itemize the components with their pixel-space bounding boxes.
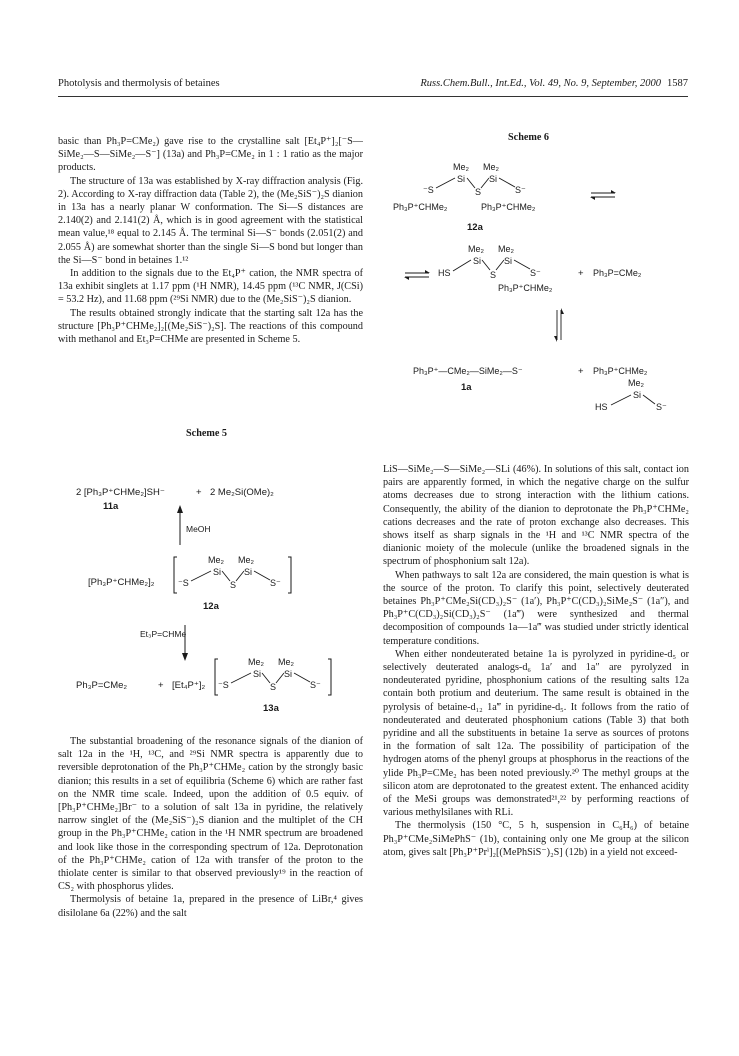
right-column-text: [383, 463, 689, 859]
svg-text:S⁻: S⁻: [515, 185, 526, 195]
svg-text:Me₂: Me₂: [628, 378, 644, 388]
scheme5-label-12a: 12a: [203, 601, 219, 612]
svg-text:Me₂: Me₂: [468, 244, 484, 254]
header-rule: [58, 96, 688, 97]
scheme5-arrowhead-down: [182, 653, 188, 661]
scheme5-s-term-a: ⁻S: [178, 578, 189, 588]
scheme5-me2-b: Me₂: [238, 555, 254, 565]
svg-text:Si: Si: [489, 174, 498, 184]
scheme6-cation-a: Ph₃P⁺CHMe₂: [393, 202, 448, 212]
scheme5-product-ylide: Ph₃P=CMe₂: [76, 680, 128, 691]
svg-text:Ph₃P⁺CHMe₂: Ph₃P⁺CHMe₂: [593, 366, 648, 376]
paragraph: Thermolysis of betaine 1a, prepared in the presence of LiBr,⁴ gives disilolane 6a (22%) and the salt: [58, 894, 363, 919]
svg-text:S⁻: S⁻: [310, 680, 321, 690]
paragraph: The results obtained strongly indicate that the starting salt 12a has the structure [Ph₃P⁺CHMe₂]₂[(Me₂SiS⁻)₂S]. The reactions of this compound with methanol and Et₃P=CHMe are presented in Scheme 5.: [58, 307, 363, 346]
scheme5-plus: +: [196, 487, 202, 498]
left-column-bottom-text: [58, 735, 363, 920]
paragraph: The substantial broadening of the resonance signals of the dianion of salt 12a in the ¹H, ¹³C, and ²⁹Si NMR spectra is apparently due to reversible deprotonation of the Ph₃P⁺CHMe₂ cation by the strongly basic dianion; this results in a set of equilibria (Scheme 6) which are rather fast on the NMR time scale. Indeed, upon the addition of 0.5 equiv. of [Ph₃P⁺CHMe₂]Br⁻ to a solution of salt 13a in pyridine, the relatively narrow singlet of the (Me₂SiS⁻)₂S dianion and the multiplet of the CH group in the Ph₃P⁺CHMe₂ cation in the ¹H NMR spectrum are broadened and look like those in the corresponding spectrum of 12a. Deprotonation of the Ph₃P⁺CHMe₂ cation of 12a with transfer of the proton to the thiolate center is similar to that observed previously¹⁹ in the reaction of CS₂ with phosphorus ylides.: [58, 736, 363, 893]
paragraph: basic than Ph₃P=CMe₂) gave rise to the crystalline salt [Et₄P⁺]₂[⁻S—SiMe₂—S—SiMe₂—S⁻] (13a) and Ph₃P=CMe₂ in 1 : 1 ratio as the major products.: [58, 136, 363, 174]
svg-text:Me₂: Me₂: [248, 657, 264, 667]
scheme5-reagent-ylide: Et₃P=CHMe: [140, 629, 187, 639]
paragraph: In addition to the signals due to the Et₄P⁺ cation, the NMR spectra of 13a exhibit singlets at 1.17 ppm (¹H NMR), 14.45 ppm (¹³C NMR, J(CSi) = 53.2 Hz), and 11.68 ppm (²⁹Si NMR) due to the (Me₂SiS⁻)₂S dianion.: [58, 268, 363, 306]
svg-text:Ph₃P⁺CHMe₂: Ph₃P⁺CHMe₂: [498, 283, 553, 293]
svg-text:Me₂: Me₂: [483, 162, 499, 172]
svg-text:Me₂: Me₂: [498, 244, 514, 254]
scheme6-title: Scheme 6: [508, 132, 550, 143]
scheme5-reactant2: 2 Me₂Si(OMe)₂: [210, 487, 274, 498]
scheme6-betaine: Ph₃P⁺—CMe₂—SiMe₂—S⁻: [413, 366, 523, 376]
svg-text:S: S: [475, 187, 482, 197]
paragraph: The structure of 13a was established by X-ray diffraction analysis (Fig. 2). According to X-ray diffraction data (Table 2), the (Me₂SiS⁻)₂S dianion in 13a has a nearly planar W conformation. The Si—S distances are 2.140(2) and 2.141(2) Å, which is in good agreement with the statistical mean value,¹⁸ equal to 2.145 Å. The terminal Si—S⁻ bonds (2.051(2) and 2.055 Å) are somewhat shorter than the single Si—S bond but longer than the Si—S⁻ bond in betaines 1.¹²: [58, 175, 363, 266]
svg-text:S: S: [490, 270, 497, 280]
svg-text:+: +: [578, 366, 584, 377]
scheme6-cation-b: Ph₃P⁺CHMe₂: [481, 202, 536, 212]
svg-text:Si: Si: [633, 390, 642, 400]
scheme5-si-b: Si: [244, 567, 253, 577]
scheme5-plus-2: +: [158, 680, 164, 691]
journal-citation: Russ.Chem.Bull., Int.Ed., Vol. 49, No. 9, September, 2000: [420, 78, 661, 89]
scheme6-label-1a: 1a: [461, 382, 472, 393]
svg-text:Si: Si: [253, 669, 262, 679]
svg-text:Si: Si: [473, 256, 482, 266]
scheme5-cation-13a: [Et₄P⁺]₂: [172, 680, 206, 691]
page-number: 1587: [667, 78, 688, 89]
paragraph: When either nondeuterated betaine 1a is pyrolyzed in pyridine-d₅ or selectively deuterated analogs-d₆ 1a′ and 1a″ are pyrolyzed in nondeuterated pyridine, phosphonium cations of the resulting salts 12a contain both protium and deuterium. The same result is obtained in the pyrolysis of betaine-d₁₂ 1a‴ in pyridine-d₅. It follows from the ratio of nondeuterated and deuterated phosphonium cations (Table 3) that both pyridine and all the substituents in betaine 1a serve as sources of protons in the formation of salt 12a. The possibility of participation of the hydrogen atoms of the phenyl groups at phosphorus in the reactions of the ylide Ph₃P=CMe₂ has been noted previously.²⁰ The methyl groups at the silicon atom are deprotonated to the greatest extent. The enhanced acidity of the MeSi groups was demonstrated²¹,²² by performing reactions of various methylsilanes with RLi.: [383, 648, 689, 819]
scheme6-ylide: Ph₃P=CMe₂: [593, 268, 642, 278]
svg-text:S⁻: S⁻: [656, 402, 667, 412]
scheme5-label-11a: 11a: [103, 501, 119, 512]
scheme5-s-term-b: S⁻: [270, 578, 281, 588]
running-header-title: Photolysis and thermolysis of betaines: [58, 78, 220, 89]
scheme5-diagram: [58, 445, 363, 715]
svg-text:Si: Si: [457, 174, 466, 184]
scheme5-cation-12a: [Ph₃P⁺CHMe₂]₂: [88, 577, 155, 588]
scheme5-title: Scheme 5: [186, 428, 228, 439]
scheme5-me2-a: Me₂: [208, 555, 224, 565]
svg-text:HS: HS: [595, 402, 608, 412]
left-column-top-text: [58, 135, 363, 346]
svg-text:Me₂: Me₂: [278, 657, 294, 667]
svg-text:⁻S: ⁻S: [423, 185, 434, 195]
scheme6-hs: HS: [438, 268, 451, 278]
scheme5-reactant1: 2 [Ph₃P⁺CHMe₂]SH⁻: [76, 487, 165, 498]
svg-text:S: S: [270, 682, 277, 692]
scheme5-si-a: Si: [213, 567, 222, 577]
paragraph: LiS—SiMe₂—S—SiMe₂—SLi (46%). In solutions of this salt, contact ion pairs are apparently formed, in which the negative charge on the sulfur atoms decreases due to strong interaction with the lithium cations. Consequently, the ability of the dianion to deprotonate the Ph₃P⁺CHMe₂ cations decreases and the rate of proton exchange also decreases. This shows itself as sharp signals in the ¹H and ¹³C NMR spectra of the dianionic moiety of the molecule (unlike the broadened signals in the spectrum of phosphonium salt 12a).: [383, 464, 689, 568]
scheme5-s-bridge: S: [230, 580, 237, 590]
running-header-citation: [300, 78, 688, 89]
scheme5-bracket-left: [174, 557, 177, 593]
scheme6-diagram: [383, 148, 689, 454]
scheme6-label-12a: 12a: [467, 222, 483, 233]
scheme5-bracket-right: [288, 557, 291, 593]
svg-text:Si: Si: [504, 256, 513, 266]
scheme5-reagent-meoh: MeOH: [186, 524, 211, 534]
svg-text:S⁻: S⁻: [530, 268, 541, 278]
svg-text:+: +: [578, 268, 584, 279]
svg-text:Me₂: Me₂: [453, 162, 469, 172]
paragraph: When pathways to salt 12a are considered, the main question is what is the source of the proton. To clarify this point, selectively deuterated betaines Ph₃P⁺CMe₂Si(CD₃)₂S⁻ (1a′), Ph₃P⁺C(CD₃)₂SiMe₂S⁻ (1a″), and Ph₃P⁺C(CD₃)₂Si(CD₃)₂S⁻ (1a‴) were synthesized and thermal decomposition of compounds 1a—1a‴ was studied under strictly identical temperature conditions.: [383, 569, 689, 647]
scheme5-arrowhead-up: [177, 505, 183, 513]
paragraph: The thermolysis (150 °C, 5 h, suspension in C₆H₆) of betaine Ph₃P⁺CMe₂SiMePhS⁻ (1b), containing only one Me group at the silicon atom, gives salt [Ph₃P⁺Prⁱ]₂[(MePhSiS⁻)₂S] (12b) in a yield not exceed-: [383, 820, 689, 858]
scheme5-label-13a: 13a: [263, 703, 279, 714]
svg-text:Si: Si: [284, 669, 293, 679]
svg-text:⁻S: ⁻S: [218, 680, 229, 690]
